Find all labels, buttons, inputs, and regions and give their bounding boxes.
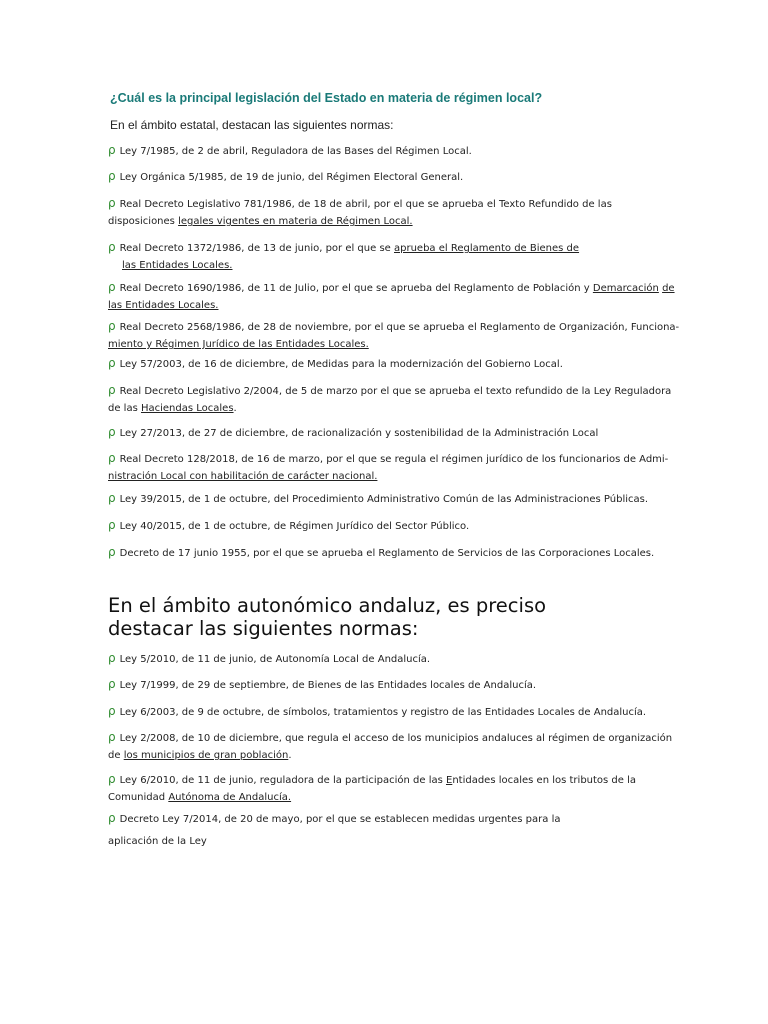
list-item: ρ Decreto Ley 7/2014, de 20 de mayo, por el que se establecen medidas urgentes para la aplicación de la Ley [108,811,561,847]
bullet-icon: ρ [108,451,116,465]
section-question-title: ¿Cuál es la principal legislación del Estado en materia de régimen local? [110,91,543,105]
bullet-icon: ρ [108,169,116,183]
bullet-icon: ρ [108,518,116,532]
list-item: ρ Real Decreto 1690/1986, de 11 de Julio, por el que se aprueba del Reglamento de Población y Demarcación de las Entidades Locales. [108,280,675,311]
bullet-icon: ρ [108,356,116,370]
list-item: ρ Real Decreto 1372/1986, de 13 de junio, por el que se aprueba el Reglamento de Bienes de las Entidades Locales. [108,240,580,271]
bullet-icon: ρ [108,143,116,157]
bullet-icon: ρ [108,319,116,333]
list-item: ρ Ley 6/2010, de 11 de junio, reguladora de la participación de las Entidades locales en los tributos de la Comunidad Autónoma de Andalucía. [108,772,637,803]
list-item: ρ Ley 7/1999, de 29 de septiembre, de Bienes de las Entidades locales de Andalucía. [108,677,537,691]
list-item: ρ Real Decreto Legislativo 781/1986, de 18 de abril, por el que se aprueba el Texto Refundido de las disposiciones legales vigentes en materia de Régimen Local. [108,196,612,227]
bullet-icon: ρ [108,677,116,691]
list-item: ρ Ley 27/2013, de 27 de diciembre, de racionalización y sostenibilidad de la Administración Local [108,425,599,439]
bullet-icon: ρ [108,491,116,505]
list-item: ρ Ley 39/2015, de 1 de octubre, del Procedimiento Administrativo Común de las Administraciones Públicas. [108,491,649,505]
list-item: ρ Ley Orgánica 5/1985, de 19 de junio, del Régimen Electoral General. [108,169,464,183]
list-item: ρ Ley 5/2010, de 11 de junio, de Autonomía Local de Andalucía. [108,651,431,665]
list-item: ρ Ley 40/2015, de 1 de octubre, de Régimen Jurídico del Sector Público. [108,518,470,532]
bullet-icon: ρ [108,811,116,825]
bullet-icon: ρ [108,651,116,665]
bullet-icon: ρ [108,280,116,294]
list-item: ρ Ley 6/2003, de 9 de octubre, de símbolos, tratamientos y registro de las Entidades Locales de Andalucía. [108,704,647,718]
bullet-icon: ρ [108,425,116,439]
list-item: ρ Ley 2/2008, de 10 de diciembre, que regula el acceso de los municipios andaluces al régimen de organización de los municipios de gran población. [108,730,673,761]
bullet-icon: ρ [108,772,116,786]
regional-section-heading: En el ámbito autonómico andaluz, es preciso destacar las siguientes normas: [108,594,547,640]
list-item: ρ Real Decreto 2568/1986, de 28 de noviembre, por el que se aprueba el Reglamento de Organización, Funciona- miento y Régimen Jurídico de las Entidades Locales. [108,319,680,350]
bullet-icon: ρ [108,704,116,718]
bullet-icon: ρ [108,545,116,559]
bullet-icon: ρ [108,240,116,254]
bullet-icon: ρ [108,383,116,397]
list-item: ρ Decreto de 17 junio 1955, por el que se aprueba el Reglamento de Servicios de las Corporaciones Locales. [108,545,655,559]
list-item: ρ Real Decreto Legislativo 2/2004, de 5 de marzo por el que se aprueba el texto refundido de la Ley Reguladora de las Haciendas Locales. [108,383,672,414]
list-item: ρ Ley 7/1985, de 2 de abril, Reguladora de las Bases del Régimen Local. [108,143,472,157]
bullet-icon: ρ [108,196,116,210]
bullet-icon: ρ [108,730,116,744]
list-item: ρ Ley 57/2003, de 16 de diciembre, de Medidas para la modernización del Gobierno Local. [108,356,563,370]
intro-text: En el ámbito estatal, destacan las siguientes normas: [110,118,394,132]
list-item: ρ Real Decreto 128/2018, de 16 de marzo, por el que se regula el régimen jurídico de los funcionarios de Admi- nistración Local con habilitación de carácter nacional. [108,451,669,482]
